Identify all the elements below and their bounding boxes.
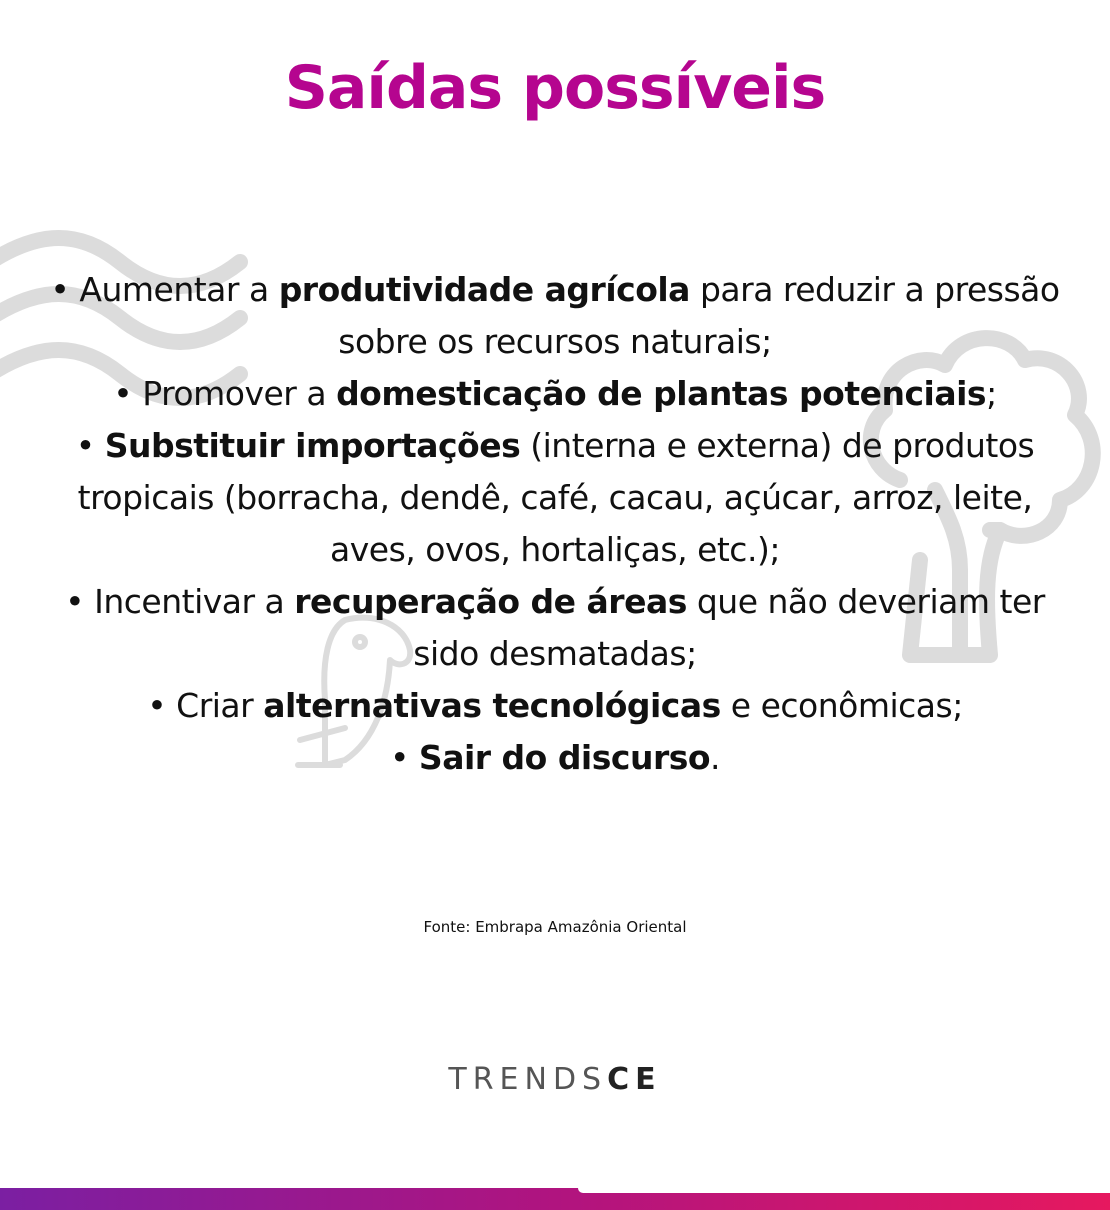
item-text: . [710,738,721,777]
item-text: que não deveriam ter sido desmatadas; [413,582,1045,673]
bullet: • [50,270,70,309]
item-highlight: Substituir importações [104,426,521,465]
bullet: • [65,582,85,621]
item-highlight: Sair do discurso [418,738,711,777]
logo-wordmark-light: TRENDS [448,1062,608,1097]
source-credit: Fonte: Embrapa Amazônia Oriental [423,918,687,936]
list-item [40,368,1070,420]
item-text: (interna e externa) de produtos tropicais (borracha, dendê, café, cacau, açúcar, arroz, leite, aves, ovos, hortaliças, etc.); [77,426,1035,569]
brand-logo [0,1060,1110,1100]
item-text: e econômicas; [730,686,963,725]
bullet: • [113,374,133,413]
list-item [40,420,1070,576]
list-item [40,732,1070,784]
list-item [40,264,1070,368]
item-highlight: recuperação de áreas [294,582,687,621]
bottom-gradient-bar [0,1188,1110,1210]
item-text: Promover a [142,374,327,413]
list-item [40,680,1070,732]
item-text: Aumentar a [79,270,269,309]
bullet: • [75,426,95,465]
item-text: Incentivar a [94,582,285,621]
bottom-bar-notch [578,1188,1110,1193]
item-highlight: alternativas tecnológicas [263,686,721,725]
item-text: Criar [176,686,254,725]
item-text: ; [986,374,997,413]
page-title: Saídas possíveis [284,53,826,123]
logo-wordmark-heavy: CE [607,1062,662,1097]
solutions-list [40,264,1070,784]
item-highlight: domesticação de plantas potenciais [336,374,987,413]
bullet: • [147,686,167,725]
item-highlight: produtividade agrícola [278,270,690,309]
item-text: para reduzir a pressão sobre os recursos naturais; [338,270,1060,361]
bullet: • [389,738,409,777]
list-item [40,576,1070,680]
